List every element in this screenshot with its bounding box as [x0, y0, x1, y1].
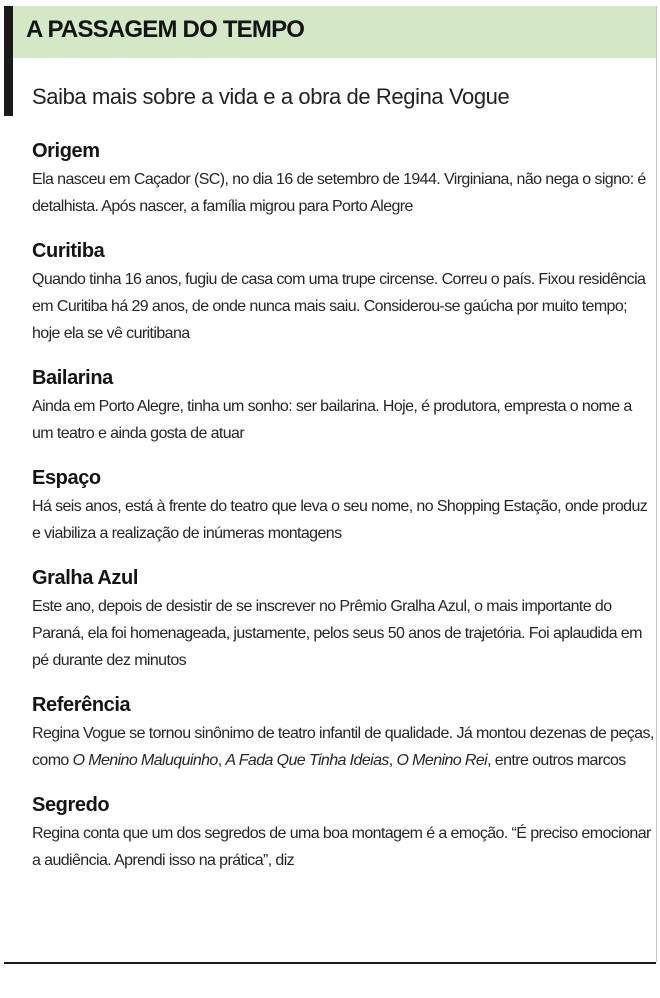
section-text	[32, 720, 654, 774]
bottom-rule	[4, 962, 656, 964]
section-heading: Espaço	[32, 467, 101, 489]
section-heading: Gralha Azul	[32, 567, 138, 589]
section-heading: Referência	[32, 694, 131, 716]
section-heading: Curitiba	[32, 240, 105, 262]
text-run: ,	[388, 752, 397, 769]
section-espaco	[32, 465, 654, 547]
section-text: Este ano, depois de desistir de se inscrever no Prêmio Gralha Azul, o mais importante do Paraná, ela foi homenageada, justamente, pelos seus 50 anos de trajetória. Foi aplaudida em pé durante dez minutos	[32, 598, 642, 669]
text-run: Regina Vogue se tornou sinônimo de teatro infantil de qualidade. Já montou dezenas de peças, como	[32, 725, 654, 769]
section-text: Há seis anos, está à frente do teatro que leva o seu nome, no Shopping Estação, onde produz e viabiliza a realização de inúmeras montagens	[32, 498, 648, 542]
left-accent-rule	[4, 6, 13, 116]
work-title: A Fada Que Tinha Ideias	[225, 752, 389, 769]
section-gralha-azul	[32, 565, 654, 674]
text-run: ,	[217, 752, 226, 769]
section-heading: Segredo	[32, 794, 110, 816]
work-title: O Menino Maluquinho	[72, 752, 218, 769]
info-box	[4, 6, 657, 962]
section-referencia	[32, 692, 654, 774]
section-text: Quando tinha 16 anos, fugiu de casa com uma trupe circense. Correu o país. Fixou residência em Curitiba há 29 anos, de onde nunca mais saiu. Considerou-se gaúcha por muito tempo; hoje ela se vê curitibana	[32, 271, 646, 342]
text-run: , entre outros marcos	[487, 752, 626, 769]
section-segredo	[32, 792, 654, 874]
section-origem	[32, 138, 654, 220]
sections-list	[32, 138, 654, 892]
work-title: O Menino Rei	[396, 752, 488, 769]
section-heading: Bailarina	[32, 367, 113, 389]
section-heading: Origem	[32, 140, 100, 162]
section-text: Regina conta que um dos segredos de uma boa montagem é a emoção. “É preciso emocionar a audiência. Aprendi isso na prática”, diz	[32, 825, 651, 869]
section-bailarina	[32, 365, 654, 447]
section-text: Ela nasceu em Caçador (SC), no dia 16 de setembro de 1944. Virginiana, não nega o signo: é detalhista. Após nascer, a família migrou para Porto Alegre	[32, 171, 646, 215]
section-text: Ainda em Porto Alegre, tinha um sonho: ser bailarina. Hoje, é produtora, empresta o nome a um teatro e ainda gosta de atuar	[32, 398, 632, 442]
page-title: A PASSAGEM DO TEMPO	[26, 16, 305, 43]
section-curitiba	[32, 238, 654, 347]
page-subtitle: Saiba mais sobre a vida e a obra de Regina Vogue	[32, 84, 510, 109]
